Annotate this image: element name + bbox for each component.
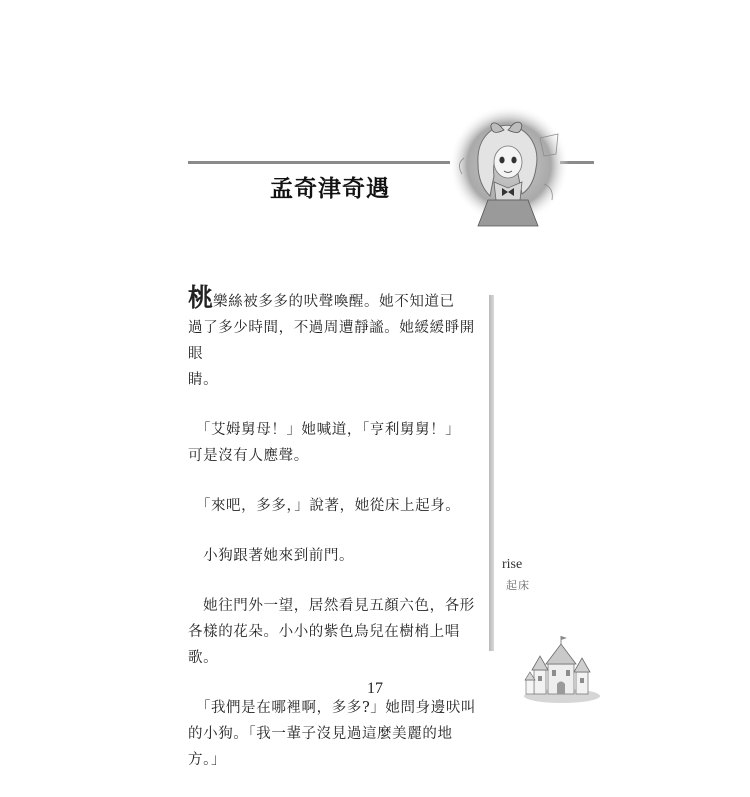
paragraph-6 xyxy=(188,695,480,773)
body-text xyxy=(188,283,480,797)
chapter-title: 孟奇津奇遇 xyxy=(270,175,390,202)
paragraph-line: 各樣的花朵。小小的紫色鳥兒在樹梢上唱歌。 xyxy=(188,624,460,666)
paragraph-line: 可是沒有人應聲。 xyxy=(188,448,309,464)
paragraph-2 xyxy=(188,417,480,469)
castle-illustration xyxy=(520,630,600,705)
paragraph-line: 她往門外一望，居然看見五顏六色，各形 xyxy=(203,598,475,614)
paragraph-line: 過了多少時間，不過周遭靜謐。她緩緩睜開眼 xyxy=(188,320,475,362)
paragraph-4 xyxy=(188,543,480,569)
paragraph-line: 的小狗。「我一輩子沒見過這麼美麗的地方。」 xyxy=(188,726,453,768)
paragraph-line: 「艾姆舅母！」她喊道，「亨利舅舅！」 xyxy=(203,422,461,438)
girl-portrait-illustration xyxy=(448,104,570,226)
paragraph-3 xyxy=(188,493,480,519)
paragraph-line: 「我們是在哪裡啊，多多?」她問身邊吠叫 xyxy=(203,700,477,716)
paragraph-line: 「來吧，多多，」說著，她從床上起身。 xyxy=(203,498,461,514)
paragraph-line: 小狗跟著她來到前門。 xyxy=(203,548,355,564)
gloss-word: rise xyxy=(502,557,523,572)
dropcap: 桃 xyxy=(188,283,214,312)
header-rule-left xyxy=(188,161,450,164)
paragraph-1 xyxy=(188,283,480,393)
page-number: 17 xyxy=(367,680,383,697)
paragraph-5 xyxy=(188,593,480,671)
gloss-translation: 起床 xyxy=(506,579,530,592)
paragraph-line: 睛。 xyxy=(188,372,219,388)
paragraph-line: 樂絲被多多的吠聲喚醒。她不知道已 xyxy=(213,294,455,310)
margin-rule xyxy=(489,295,494,651)
